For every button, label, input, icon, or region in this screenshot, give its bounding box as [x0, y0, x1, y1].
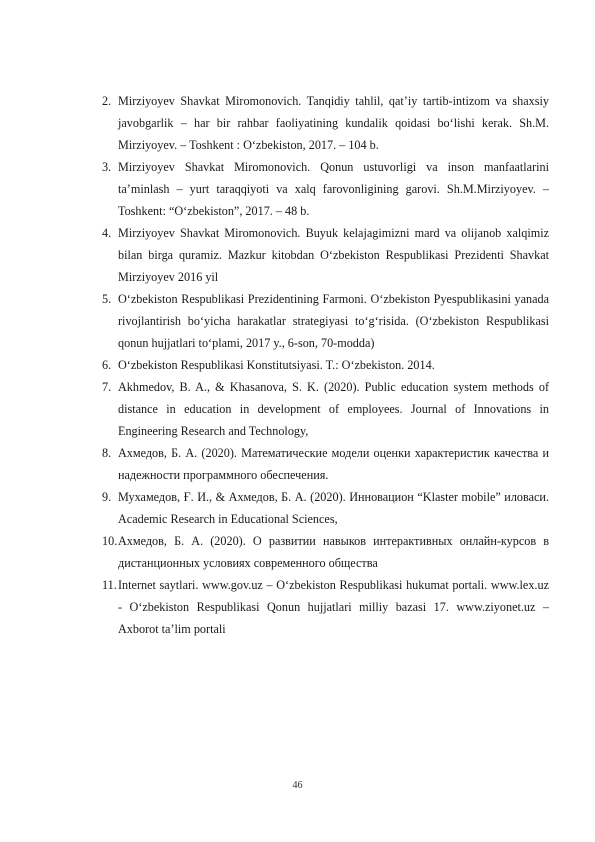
reference-item [102, 156, 549, 222]
reference-number: 11. [102, 578, 117, 592]
reference-text: O‘zbekiston Respublikasi Prezidentining Farmoni. O‘zbekiston Pyespublikasini yanada rivojlantirish bo‘yicha harakatlar strategiyasi to‘g‘risida. (O‘zbekiston Respublikasi qonun hujjatlari to‘plami, 2017 y., 6-son, 70-modda) [118, 292, 549, 350]
reference-number: 7. [102, 380, 112, 394]
reference-number: 3. [102, 160, 112, 174]
reference-number: 10. [102, 534, 118, 548]
reference-text: O‘zbekiston Respublikasi Konstitutsiyasi. T.: O‘zbekiston. 2014. [118, 358, 435, 372]
reference-item [102, 442, 549, 486]
reference-item [102, 222, 549, 288]
reference-item [102, 90, 549, 156]
reference-item [102, 288, 549, 354]
reference-number: 2. [102, 94, 112, 108]
reference-number: 9. [102, 490, 112, 504]
reference-text: Mirziyoyev Shavkat Miromonovich. Buyuk kelajagimizni mard va olijanob xalqimiz bilan birga quramiz. Mazkur kitobdan O‘zbekiston Respublikasi Prezidenti Shavkat Mirziyoyev 2016 yil [118, 226, 549, 284]
reference-text: Ахмедов, Б. А. (2020). О развитии навыков интерактивных онлайн-курсов в дистанционных условиях современного общества [118, 534, 549, 570]
reference-text: Mirziyoyev Shavkat Miromonovich. Tanqidiy tahlil, qat’iy tartib-intizom va shaxsiy javobgarlik – har bir rahbar faoliyatining kundalik qoidasi bo‘lishi kerak. Sh.M. Mirziyoyev. – Toshkent : O‘zbekiston, 2017. – 104 b. [118, 94, 549, 152]
reference-number: 4. [102, 226, 112, 240]
reference-item [102, 530, 549, 574]
reference-text: Internet saytlari. www.gov.uz – O‘zbekiston Respublikasi hukumat portali. www.lex.uz - O‘zbekiston Respublikasi Qonun hujjatlari milliy bazasi 17. www.ziyonet.uz – Axborot ta’lim portali [118, 578, 549, 636]
reference-item [102, 486, 549, 530]
reference-number: 6. [102, 358, 112, 372]
reference-list [102, 90, 549, 640]
reference-number: 8. [102, 446, 112, 460]
reference-text: Mirziyoyev Shavkat Miromonovich. Qonun ustuvorligi va inson manfaatlarini ta’minlash – yurt taraqqiyoti va xalq farovonligining garovi. Sh.M.Mirziyoyev. – Toshkent: “O‘zbekiston”, 2017. – 48 b. [118, 160, 549, 218]
reference-text: Ахмедов, Б. А. (2020). Математические модели оценки характеристик качества и надежности программного обеспечения. [118, 446, 549, 482]
reference-text: Akhmedov, B. A., & Khasanova, S. K. (2020). Public education system methods of distance in education in development of employees. Journal of Innovations in Engineering Research and Technology, [118, 380, 549, 438]
reference-item [102, 574, 549, 640]
page-number: 46 [292, 780, 303, 791]
reference-number: 5. [102, 292, 112, 306]
reference-item [102, 376, 549, 442]
reference-text: Мухамедов, Ғ. И., & Ахмедов, Б. А. (2020). Инновацион “Klaster mobile” иловаси. Academic Research in Educational Sciences, [118, 490, 549, 526]
reference-item [102, 354, 549, 376]
